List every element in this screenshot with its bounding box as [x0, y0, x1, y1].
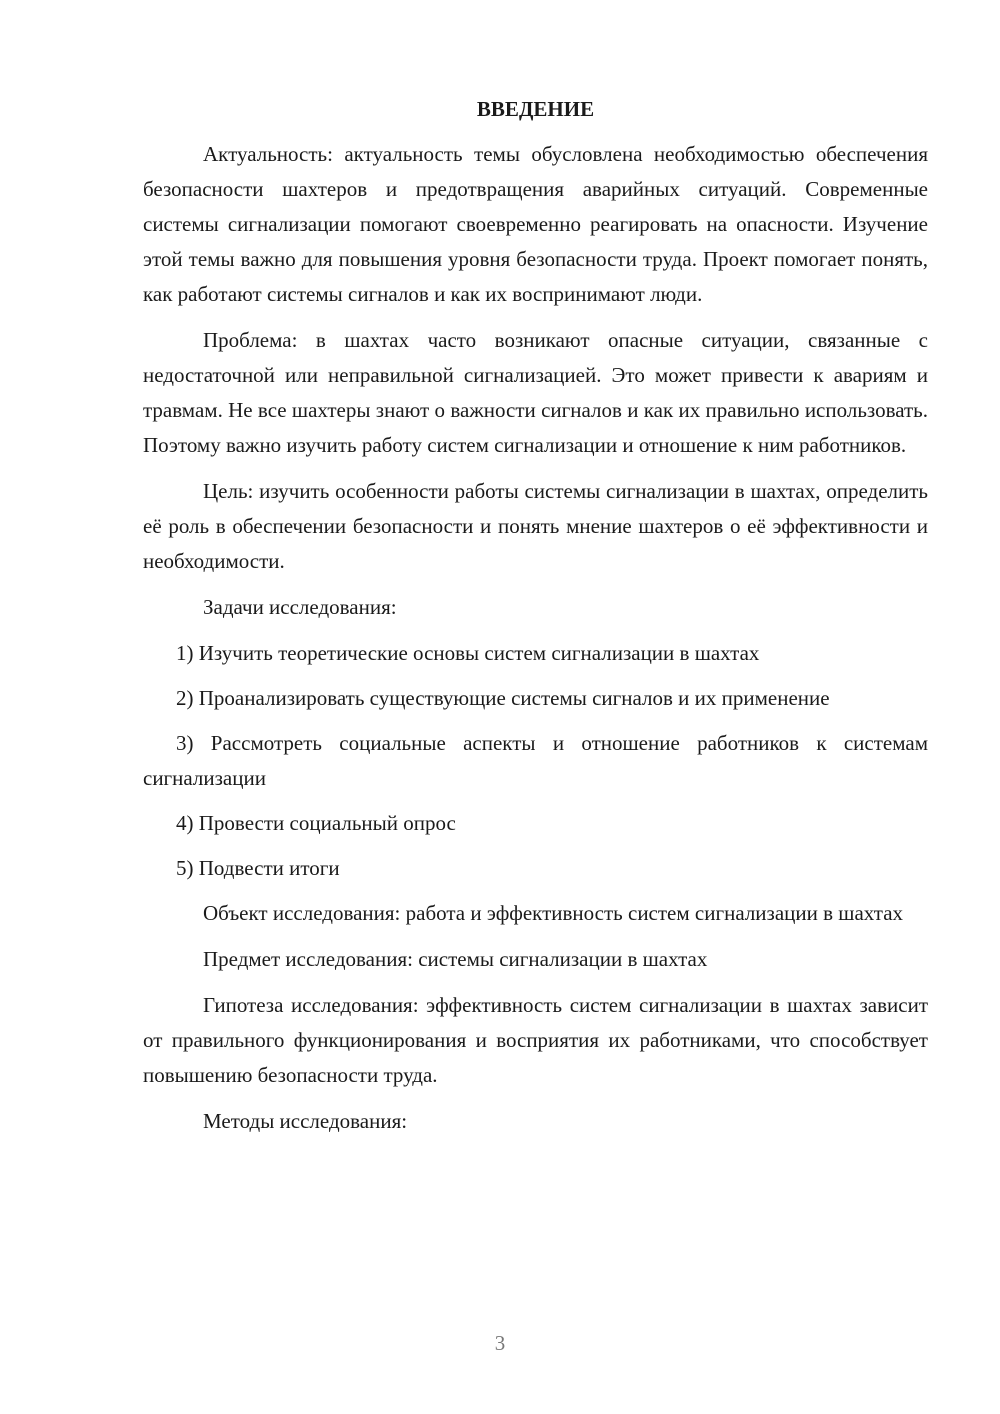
list-item: 4) Провести социальный опрос — [176, 811, 456, 835]
hypothesis-paragraph: Гипотеза исследования: эффективность систем сигнализации в шахтах зависит от правильного функционирования и восприятия их работниками, что способствует повышению безопасности труда. — [143, 993, 928, 1087]
list-item: 2) Проанализировать существующие системы сигналов и их применение — [176, 686, 830, 710]
tasks-list — [143, 636, 928, 886]
page-title: ВВЕДЕНИЕ — [476, 97, 595, 121]
list-item: 5) Подвести итоги — [176, 856, 340, 880]
document-page — [143, 92, 928, 1150]
list-item: 3) Рассмотреть социальные аспекты и отношение работников к системам сигнализации — [143, 731, 928, 790]
subject-paragraph: Предмет исследования: системы сигнализации в шахтах — [203, 947, 708, 971]
tasks-heading: Задачи исследования: — [203, 595, 397, 619]
relevance-paragraph: Актуальность: актуальность темы обусловлена необходимостью обеспечения безопасности шахтеров и предотвращения аварийных ситуаций. Современные системы сигнализации помогают своевременно реагировать на опасности. Изучение этой темы важно для повышения уровня безопасности труда. Проект помогает понять, как работают системы сигналов и как их воспринимают люди. — [143, 142, 928, 306]
object-paragraph: Объект исследования: работа и эффективность систем сигнализации в шахтах — [203, 901, 904, 925]
page-number: 3 — [494, 1331, 506, 1355]
goal-paragraph: Цель: изучить особенности работы системы сигнализации в шахтах, определить её роль в обеспечении безопасности и понять мнение шахтеров о её эффективности и необходимости. — [143, 479, 928, 573]
methods-heading: Методы исследования: — [203, 1109, 408, 1133]
list-item: 1) Изучить теоретические основы систем сигнализации в шахтах — [176, 641, 760, 665]
problem-paragraph: Проблема: в шахтах часто возникают опасные ситуации, связанные с недостаточной или неправильной сигнализацией. Это может привести к авариям и травмам. Не все шахтеры знают о важности сигналов и как их правильно использовать. Поэтому важно изучить работу систем сигнализации и отношение к ним работников. — [143, 328, 928, 457]
